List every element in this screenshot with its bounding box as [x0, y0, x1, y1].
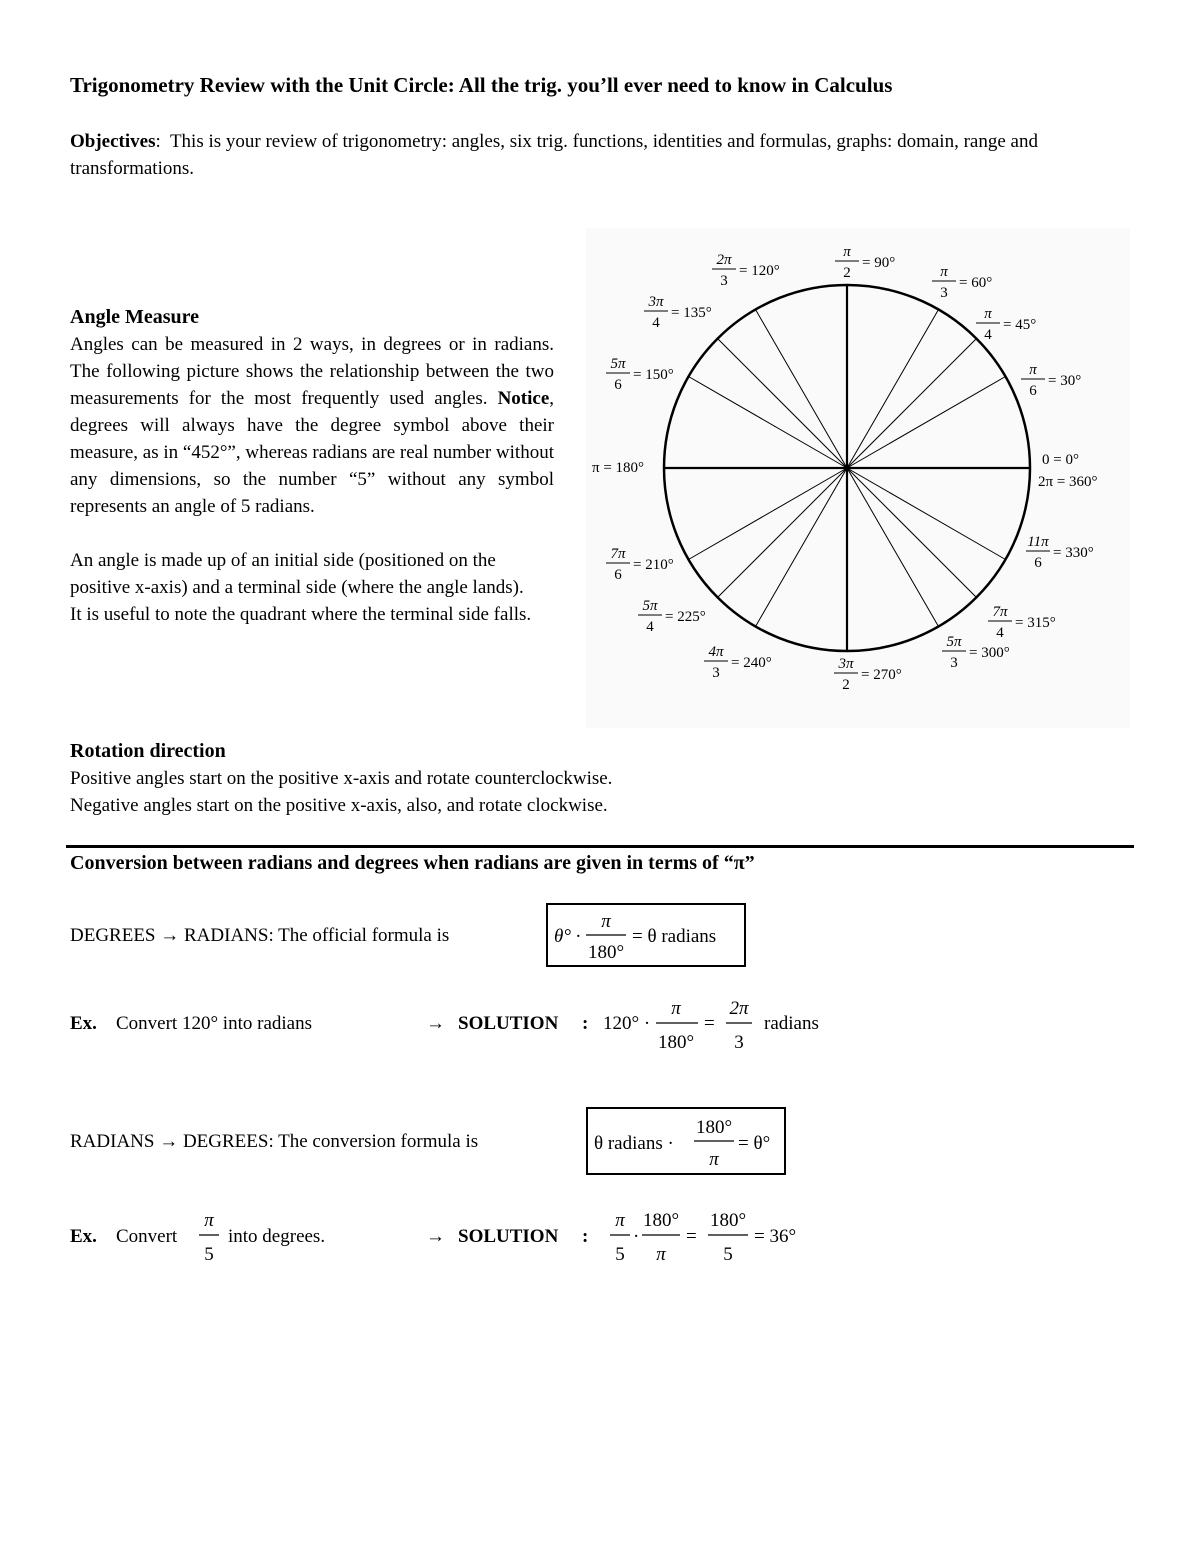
rotation-section	[70, 738, 970, 819]
angle-label-num: 7π	[992, 604, 1008, 620]
angle-label-num: 11π	[1027, 534, 1049, 550]
unit-circle-rays	[664, 285, 1030, 651]
two-pi-label: 2π = 360°	[1038, 474, 1098, 490]
ex2-f2-den: π	[656, 1244, 666, 1265]
ex1-frac1-den: 180°	[657, 1032, 695, 1053]
angle-label-den: 6	[614, 377, 622, 393]
ex2-result: = 36°	[754, 1226, 797, 1247]
objectives-text: This is your review of trigonometry: angles, six trig. functions, identities and formulas, graphs: domain, range and transformations.	[70, 131, 1038, 179]
para1-part-a: Angles can be measured in 2 ways, in degrees or in radians. The following picture shows the relationship between the two measurements for the most frequently used angles.	[70, 334, 554, 409]
conversion-heading: Conversion between radians and degrees when radians are given in terms of “π”	[70, 852, 755, 874]
angle-label-value: = 90°	[862, 255, 896, 271]
angle-label-num: 7π	[610, 546, 626, 562]
angle-label-den: 3	[940, 285, 948, 301]
example-2	[60, 1206, 860, 1270]
angle-label-num: 5π	[610, 356, 626, 372]
angle-label-num: 4π	[708, 644, 724, 660]
rotation-line-1: Positive angles start on the positive x-axis and rotate counterclockwise.	[70, 768, 613, 789]
svg-text::: :	[582, 1013, 589, 1034]
angle-label-value: = 60°	[959, 275, 993, 291]
angle-label-value: = 120°	[739, 263, 780, 279]
angle-label-den: 4	[996, 625, 1004, 641]
ex1-arrow: →	[426, 1013, 445, 1034]
svg-text::: :	[582, 1226, 589, 1247]
objectives-paragraph	[70, 128, 1130, 182]
ex2-frac-num: π	[204, 1210, 214, 1231]
angle-measure-para1	[70, 331, 554, 520]
rad-formula-den: π	[709, 1149, 719, 1170]
ex1-eq: =	[704, 1013, 715, 1034]
angle-label-value: = 300°	[969, 645, 1010, 661]
angle-label-value: = 30°	[1048, 373, 1082, 389]
angle-label-den: 2	[843, 265, 851, 281]
ex1-lead: 120° ·	[603, 1013, 651, 1034]
angle-label-num: π	[843, 244, 851, 260]
angle-label-num: 2π	[716, 252, 732, 268]
angle-label-den: 3	[950, 655, 958, 671]
angle-label-num: 3π	[648, 294, 664, 310]
notice-word: Notice	[497, 388, 550, 409]
pi-label: π = 180°	[592, 460, 645, 476]
angle-label-den: 6	[1029, 383, 1037, 399]
rotation-heading: Rotation direction	[70, 740, 226, 762]
angle-label-value: = 210°	[633, 557, 674, 573]
rotation-line-2: Negative angles start on the positive x-axis, also, and rotate clockwise.	[70, 795, 608, 816]
deg-formula-den: 180°	[587, 942, 625, 963]
angle-label-num: π	[940, 264, 948, 280]
ex1-solution: SOLUTION	[458, 1013, 559, 1034]
ex2-f3-den: 5	[723, 1244, 733, 1265]
angle-label-value: = 135°	[671, 305, 712, 321]
rad-to-deg-formula-box	[586, 1107, 786, 1175]
ex2-dot: ·	[633, 1226, 640, 1247]
angle-label-value: = 225°	[665, 609, 706, 625]
angle-label-value: = 315°	[1015, 615, 1056, 631]
ex1-frac2-den: 3	[734, 1032, 744, 1053]
ex2-solution: SOLUTION	[458, 1226, 559, 1247]
unit-circle-figure	[586, 228, 1130, 728]
ex2-frac-den: 5	[204, 1244, 214, 1265]
rad-formula-right: = θ°	[738, 1133, 771, 1154]
ex1-frac1-num: π	[671, 998, 681, 1019]
deg-formula-left: θ° ·	[554, 926, 581, 947]
deg-to-rad-text: DEGREES → RADIANS: The official formula is	[70, 925, 450, 946]
angle-label-value: = 270°	[861, 667, 902, 683]
angle-label-den: 3	[720, 273, 728, 289]
angle-label-den: 2	[842, 677, 850, 693]
rad-to-deg-text: RADIANS → DEGREES: The conversion formula is	[70, 1131, 479, 1152]
angle-label-num: π	[1029, 362, 1037, 378]
example-1	[60, 996, 860, 1060]
ex2-eq1: =	[686, 1226, 697, 1247]
angle-measure-section	[70, 304, 554, 628]
deg-to-rad-formula-box	[546, 903, 746, 967]
objectives-label: Objectives	[70, 131, 156, 152]
angle-label-den: 6	[1034, 555, 1042, 571]
ex1-frac2-num: 2π	[729, 998, 749, 1019]
angle-measure-para2: An angle is made up of an initial side (positioned on the positive x-axis) and a terminal side (where the angle lands). It is useful to note the quadrant where the terminal side falls.	[70, 550, 532, 625]
ex2-f2-num: 180°	[642, 1210, 680, 1231]
zero-label: 0 = 0°	[1042, 452, 1079, 468]
angle-measure-heading: Angle Measure	[70, 306, 200, 328]
ex1-tail: radians	[764, 1013, 819, 1034]
angle-label-value: = 240°	[731, 655, 772, 671]
page-title: Trigonometry Review with the Unit Circle: All the trig. you’ll ever need to know in Calculus	[70, 73, 893, 97]
rad-formula-num: 180°	[695, 1117, 733, 1138]
angle-label-num: π	[984, 306, 992, 322]
angle-label-den: 3	[712, 665, 720, 681]
section-divider	[66, 845, 1134, 848]
deg-formula-num: π	[601, 911, 611, 932]
para1-part-b: , degrees will always have the degree symbol above their measure, as in “452°”, whereas radians are real number without any dimensions, so the number “5” without any symbol represents an angle of 5 radians.	[70, 388, 555, 517]
angle-label-num: 3π	[838, 656, 854, 672]
ex2-post: into degrees.	[228, 1226, 326, 1247]
ex2-f1-num: π	[615, 1210, 625, 1231]
ex2-arrow: →	[426, 1226, 445, 1247]
ex1-text: Convert 120° into radians	[116, 1013, 312, 1034]
angle-label-value: = 330°	[1053, 545, 1094, 561]
angle-label-value: = 45°	[1003, 317, 1037, 333]
ex2-f1-den: 5	[615, 1244, 625, 1265]
rad-formula-left: θ radians ·	[594, 1133, 674, 1154]
ex1-label: Ex.	[70, 1013, 97, 1034]
ex2-f3-num: 180°	[709, 1210, 747, 1231]
objectives-colon: :	[155, 131, 161, 152]
angle-label-den: 4	[984, 327, 992, 343]
angle-label-den: 4	[646, 619, 654, 635]
angle-label-value: = 150°	[633, 367, 674, 383]
angle-label-den: 4	[652, 315, 660, 331]
angle-label-num: 5π	[642, 598, 658, 614]
ex2-label: Ex.	[70, 1226, 97, 1247]
ex2-pre: Convert	[116, 1226, 178, 1247]
angle-label-num: 5π	[946, 634, 962, 650]
angle-label-den: 6	[614, 567, 622, 583]
deg-formula-right: = θ radians	[632, 926, 717, 947]
